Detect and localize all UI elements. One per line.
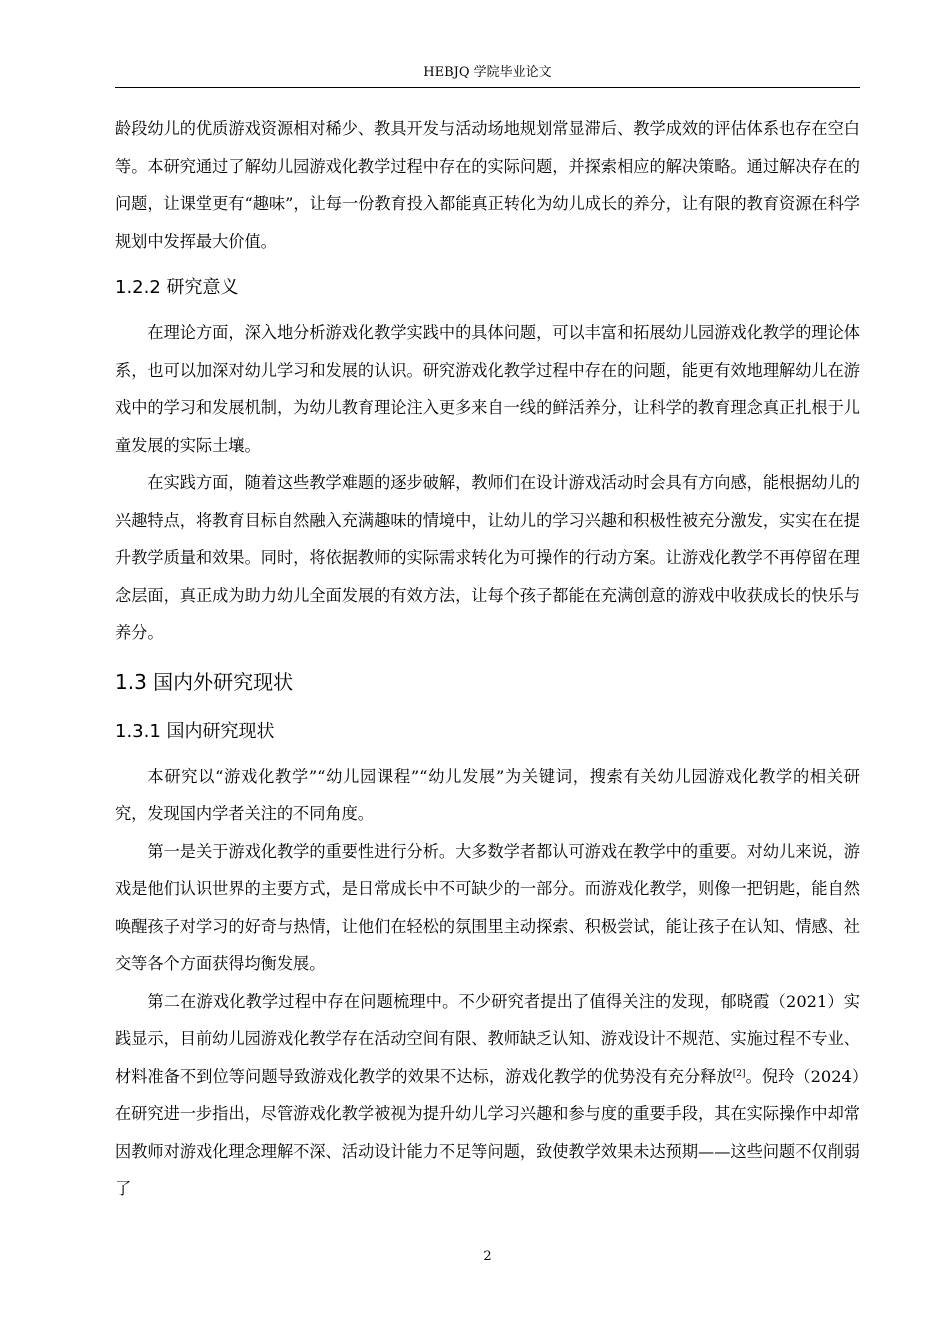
section-heading-1-3: 1.3 国内外研究现状	[115, 669, 294, 694]
paragraph: 在理论方面，深入地分析游戏化教学实践中的具体问题，可以丰富和拓展幼儿园游戏化教学的理论体系，也可以加深对幼儿学习和发展的认识。研究游戏化教学过程中存在的问题，能更有效地理解幼儿在游戏中的学习和发展机制，为幼儿教育理论注入更多来自一线的鲜活养分，让科学的教育理念真正扎根于儿童发展的实际土壤。	[115, 323, 860, 455]
paragraph: 第一是关于游戏化教学的重要性进行分析。大多数学者都认可游戏在教学中的重要。对幼儿来说，游戏是他们认识世界的主要方式，是日常成长中不可缺少的一部分。而游戏化教学，则像一把钥匙，能自然唤醒孩子对学习的好奇与热情，让他们在轻松的氛围里主动探索、积极尝试，能让孩子在认知、情感、社交等各个方面获得均衡发展。	[115, 841, 860, 973]
citation-marker: [2]	[732, 1068, 746, 1079]
intro-paragraph: 龄段幼儿的优质游戏资源相对稀少、教具开发与活动场地规划常显滞后、教学成效的评估体系也存在空白等。本研究通过了解幼儿园游戏化教学过程中存在的实际问题，并探索相应的解决策略。通过解决存在的问题，让课堂更有“趣味”，让每一份教育投入都能真正转化为幼儿成长的养分，让有限的教育资源在科学规划中发挥最大价值。	[115, 119, 860, 251]
paragraph: 在实践方面，随着这些教学难题的逐步破解，教师们在设计游戏活动时会具有方向感，能根据幼儿的兴趣特点，将教育目标自然融入充满趣味的情境中，让幼儿的学习兴趣和积极性被充分激发，实实在在提升教学质量和效果。同时，将依据教师的实际需求转化为可操作的行动方案。让游戏化教学不再停留在理念层面，真正成为助力幼儿全面发展的有效方法，让每个孩子都能在充满创意的游戏中收获成长的快乐与养分。	[115, 473, 860, 642]
paragraph: 本研究以“游戏化教学”“幼儿园课程”“幼儿发展”为关键词，搜索有关幼儿园游戏化教学的相关研究，发现国内学者关注的不同角度。	[115, 766, 860, 823]
document-body	[115, 110, 860, 1208]
page-number: 2	[483, 1249, 492, 1264]
section-heading-1-2-2: 1.2.2 研究意义	[115, 277, 239, 298]
section-heading-1-3-1: 1.3.1 国内研究现状	[115, 720, 275, 742]
paragraph-text: 。倪玲（2024）在研究进一步指出，尽管游戏化教学被视为提升幼儿学习兴趣和参与度的重要手段，其在实际操作中却常因教师对游戏化理念理解不深、活动设计能力不足等问题，致使教学效果未达预期——这些问题不仅削弱了	[115, 1066, 860, 1198]
header-divider	[115, 87, 860, 88]
paragraph-with-citation	[115, 983, 860, 1208]
running-header: HEBJQ 学院毕业论文	[423, 65, 552, 80]
paragraph-text: 第二在游戏化教学过程中存在问题梳理中。不少研究者提出了值得关注的发现，郁晓霞（2021）实践显示，目前幼儿园游戏化教学存在活动空间有限、教师缺乏认知、游戏设计不规范、实施过程不专业、材料准备不到位等问题导致游戏化教学的效果不达标，游戏化教学的优势没有充分释放	[115, 991, 860, 1086]
